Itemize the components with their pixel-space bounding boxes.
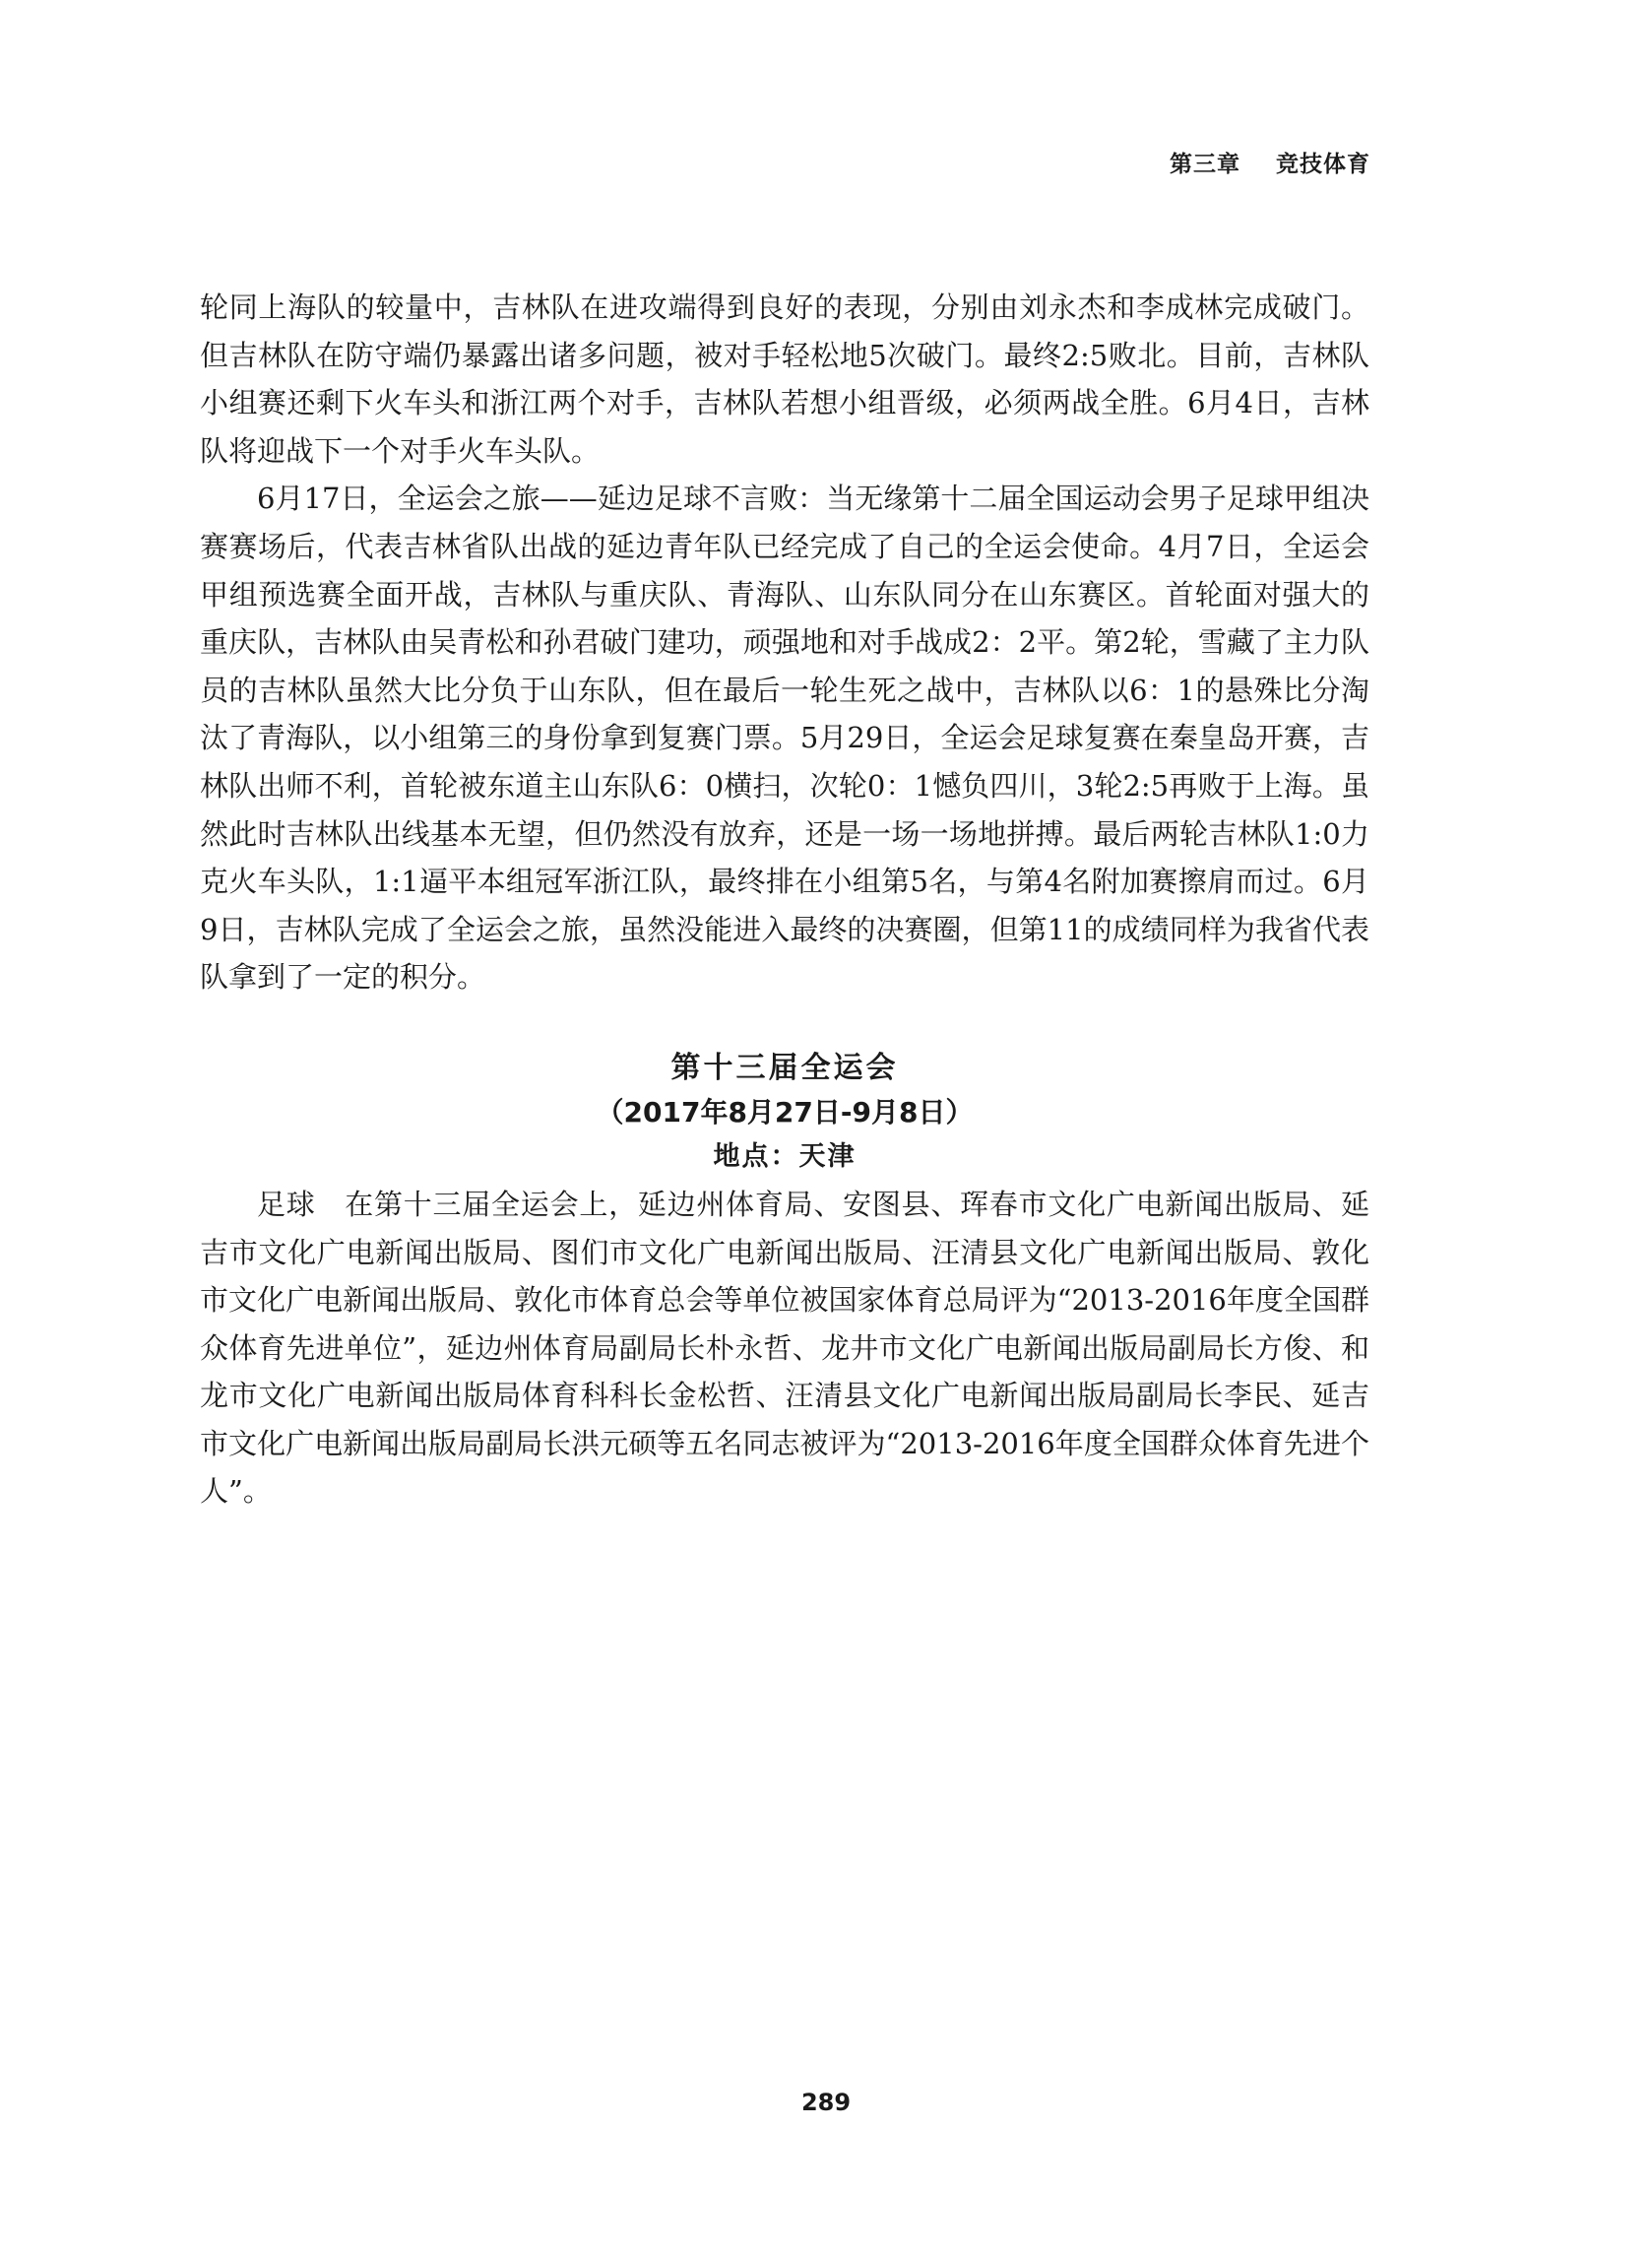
section-body-paragraph: 足球 在第十三届全运会上，延边州体育局、安图县、珲春市文化广电新闻出版局、延吉市文化广电新闻出版局、图们市文化广电新闻出版局、汪清县文化广电新闻出版局、敦化市文化广电新闻出版局、敦化市体育总会等单位被国家体育总局评为“2013-2016年度全国群众体育先进单位”，延边州体育局副局长朴永哲、龙井市文化广电新闻出版局副局长方俊、和龙市文化广电新闻出版局体育科科长金松哲、汪清县文化广电新闻出版局副局长李民、延吉市文化广电新闻出版局副局长洪元硕等五名同志被评为“2013-2016年度全国群众体育先进个人”。 bbox=[200, 1187, 1369, 1509]
running-header bbox=[1170, 146, 1370, 178]
body-paragraph: 6月17日，全运会之旅——延边足球不言败：当无缘第十二届全国运动会男子足球甲组决赛赛场后，代表吉林省队出战的延边青年队已经完成了自己的全运会使命。4月7日，全运会甲组预选赛全面开战，吉林队与重庆队、青海队、山东队同分在山东赛区。首轮面对强大的重庆队，吉林队由吴青松和孙君破门建功，顽强地和对手战成2：2平。第2轮，雪藏了主力队员的吉林队虽然大比分负于山东队，但在最后一轮生死之战中，吉林队以6：1的悬殊比分淘汰了青海队，以小组第三的身份拿到复赛门票。5月29日，全运会足球复赛在秦皇岛开赛，吉林队出师不利，首轮被东道主山东队6：0横扫，次轮0：1憾负四川，3轮2:5再败于上海。虽然此时吉林队出线基本无望，但仍然没有放弃，还是一场一场地拼搏。最后两轮吉林队1:0力克火车头队，1:1逼平本组冠军浙江队，最终排在小组第5名，与第4名附加赛擦肩而过。6月9日，吉林队完成了全运会之旅，虽然没能进入最终的决赛圈，但第11的成绩同样为我省代表队拿到了一定的积分。 bbox=[200, 482, 1369, 995]
chapter-title: 竞技体育 bbox=[1276, 152, 1370, 177]
chapter-number: 第三章 bbox=[1169, 152, 1240, 177]
page-number: 289 bbox=[800, 2089, 852, 2116]
section-heading bbox=[200, 1045, 1369, 1181]
page-content bbox=[200, 284, 1369, 1515]
body-paragraph: 轮同上海队的较量中，吉林队在进攻端得到良好的表现，分别由刘永杰和李成林完成破门。但吉林队在防守端仍暴露出诸多问题，被对手轻松地5次破门。最终2:5败北。目前，吉林队小组赛还剩下火车头和浙江两个对手，吉林队若想小组晋级，必须两战全胜。6月4日，吉林队将迎战下一个对手火车头队。 bbox=[200, 290, 1369, 468]
section-location: 地点：天津 bbox=[713, 1140, 857, 1172]
section-dates: （2017年8月27日-9月8日） bbox=[596, 1095, 974, 1128]
section-title: 第十三届全运会 bbox=[670, 1050, 899, 1085]
